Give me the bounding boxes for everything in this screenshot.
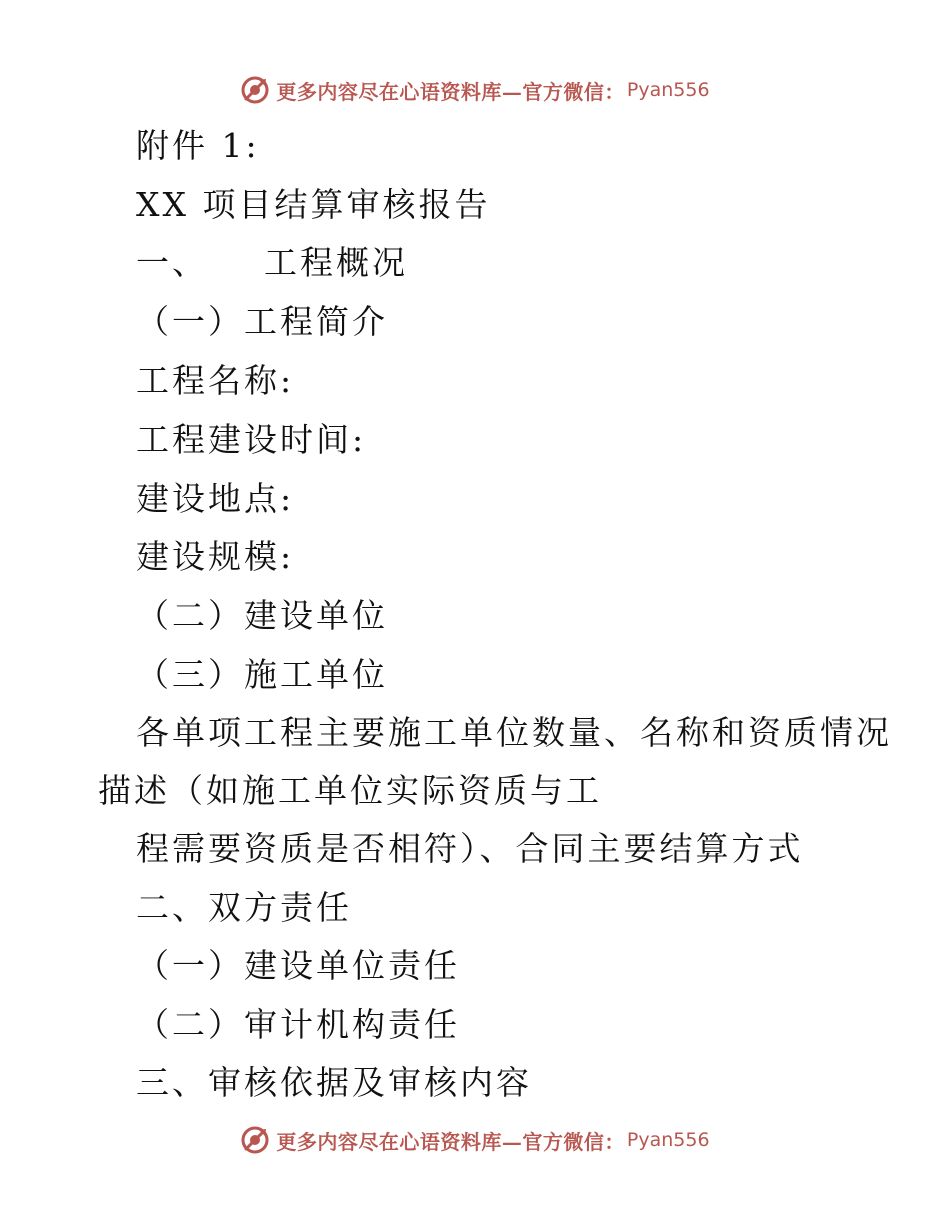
section-2-heading: 二、双方责任	[136, 888, 352, 927]
report-title: XX 项目结算审核报告	[136, 185, 491, 224]
subsection-2-2: （二）审计机构责任	[136, 1005, 460, 1044]
subsection-2-1: （一）建设单位责任	[136, 946, 460, 985]
attachment-label: 附件 1:	[136, 126, 260, 165]
subsection-1-3: （三）施工单位	[136, 655, 388, 694]
paragraph-line-2: 描述（如施工单位实际资质与工	[98, 771, 602, 810]
field-construction-time: 工程建设时间:	[136, 420, 367, 459]
banner-wechat-id: Pyan556	[626, 1129, 710, 1151]
brand-logo-icon	[240, 1125, 270, 1155]
banner-wechat-id: Pyan556	[626, 79, 710, 101]
section-3-heading: 三、审核依据及审核内容	[136, 1063, 532, 1102]
paragraph-line-3: 程需要资质是否相符）、合同主要结算方式	[136, 829, 804, 868]
banner-text: 更多内容尽在心语资料库—官方微信：	[276, 1129, 625, 1154]
section-1-number: 一、	[136, 243, 208, 282]
field-scale: 建设规模:	[136, 537, 295, 576]
section-1-title: 工程概况	[264, 243, 408, 282]
paragraph-line-1: 各单项工程主要施工单位数量、名称和资质情况	[136, 713, 892, 752]
banner-text: 更多内容尽在心语资料库—官方微信：	[276, 79, 625, 104]
subsection-1-2: （二）建设单位	[136, 596, 388, 635]
field-project-name: 工程名称:	[136, 361, 295, 400]
footer-watermark-banner	[0, 1120, 950, 1160]
brand-logo-icon	[240, 75, 270, 105]
subsection-1-1: （一）工程简介	[136, 302, 388, 341]
header-watermark-banner	[0, 70, 950, 110]
section-1-heading	[136, 243, 408, 283]
field-location: 建设地点:	[136, 479, 295, 518]
